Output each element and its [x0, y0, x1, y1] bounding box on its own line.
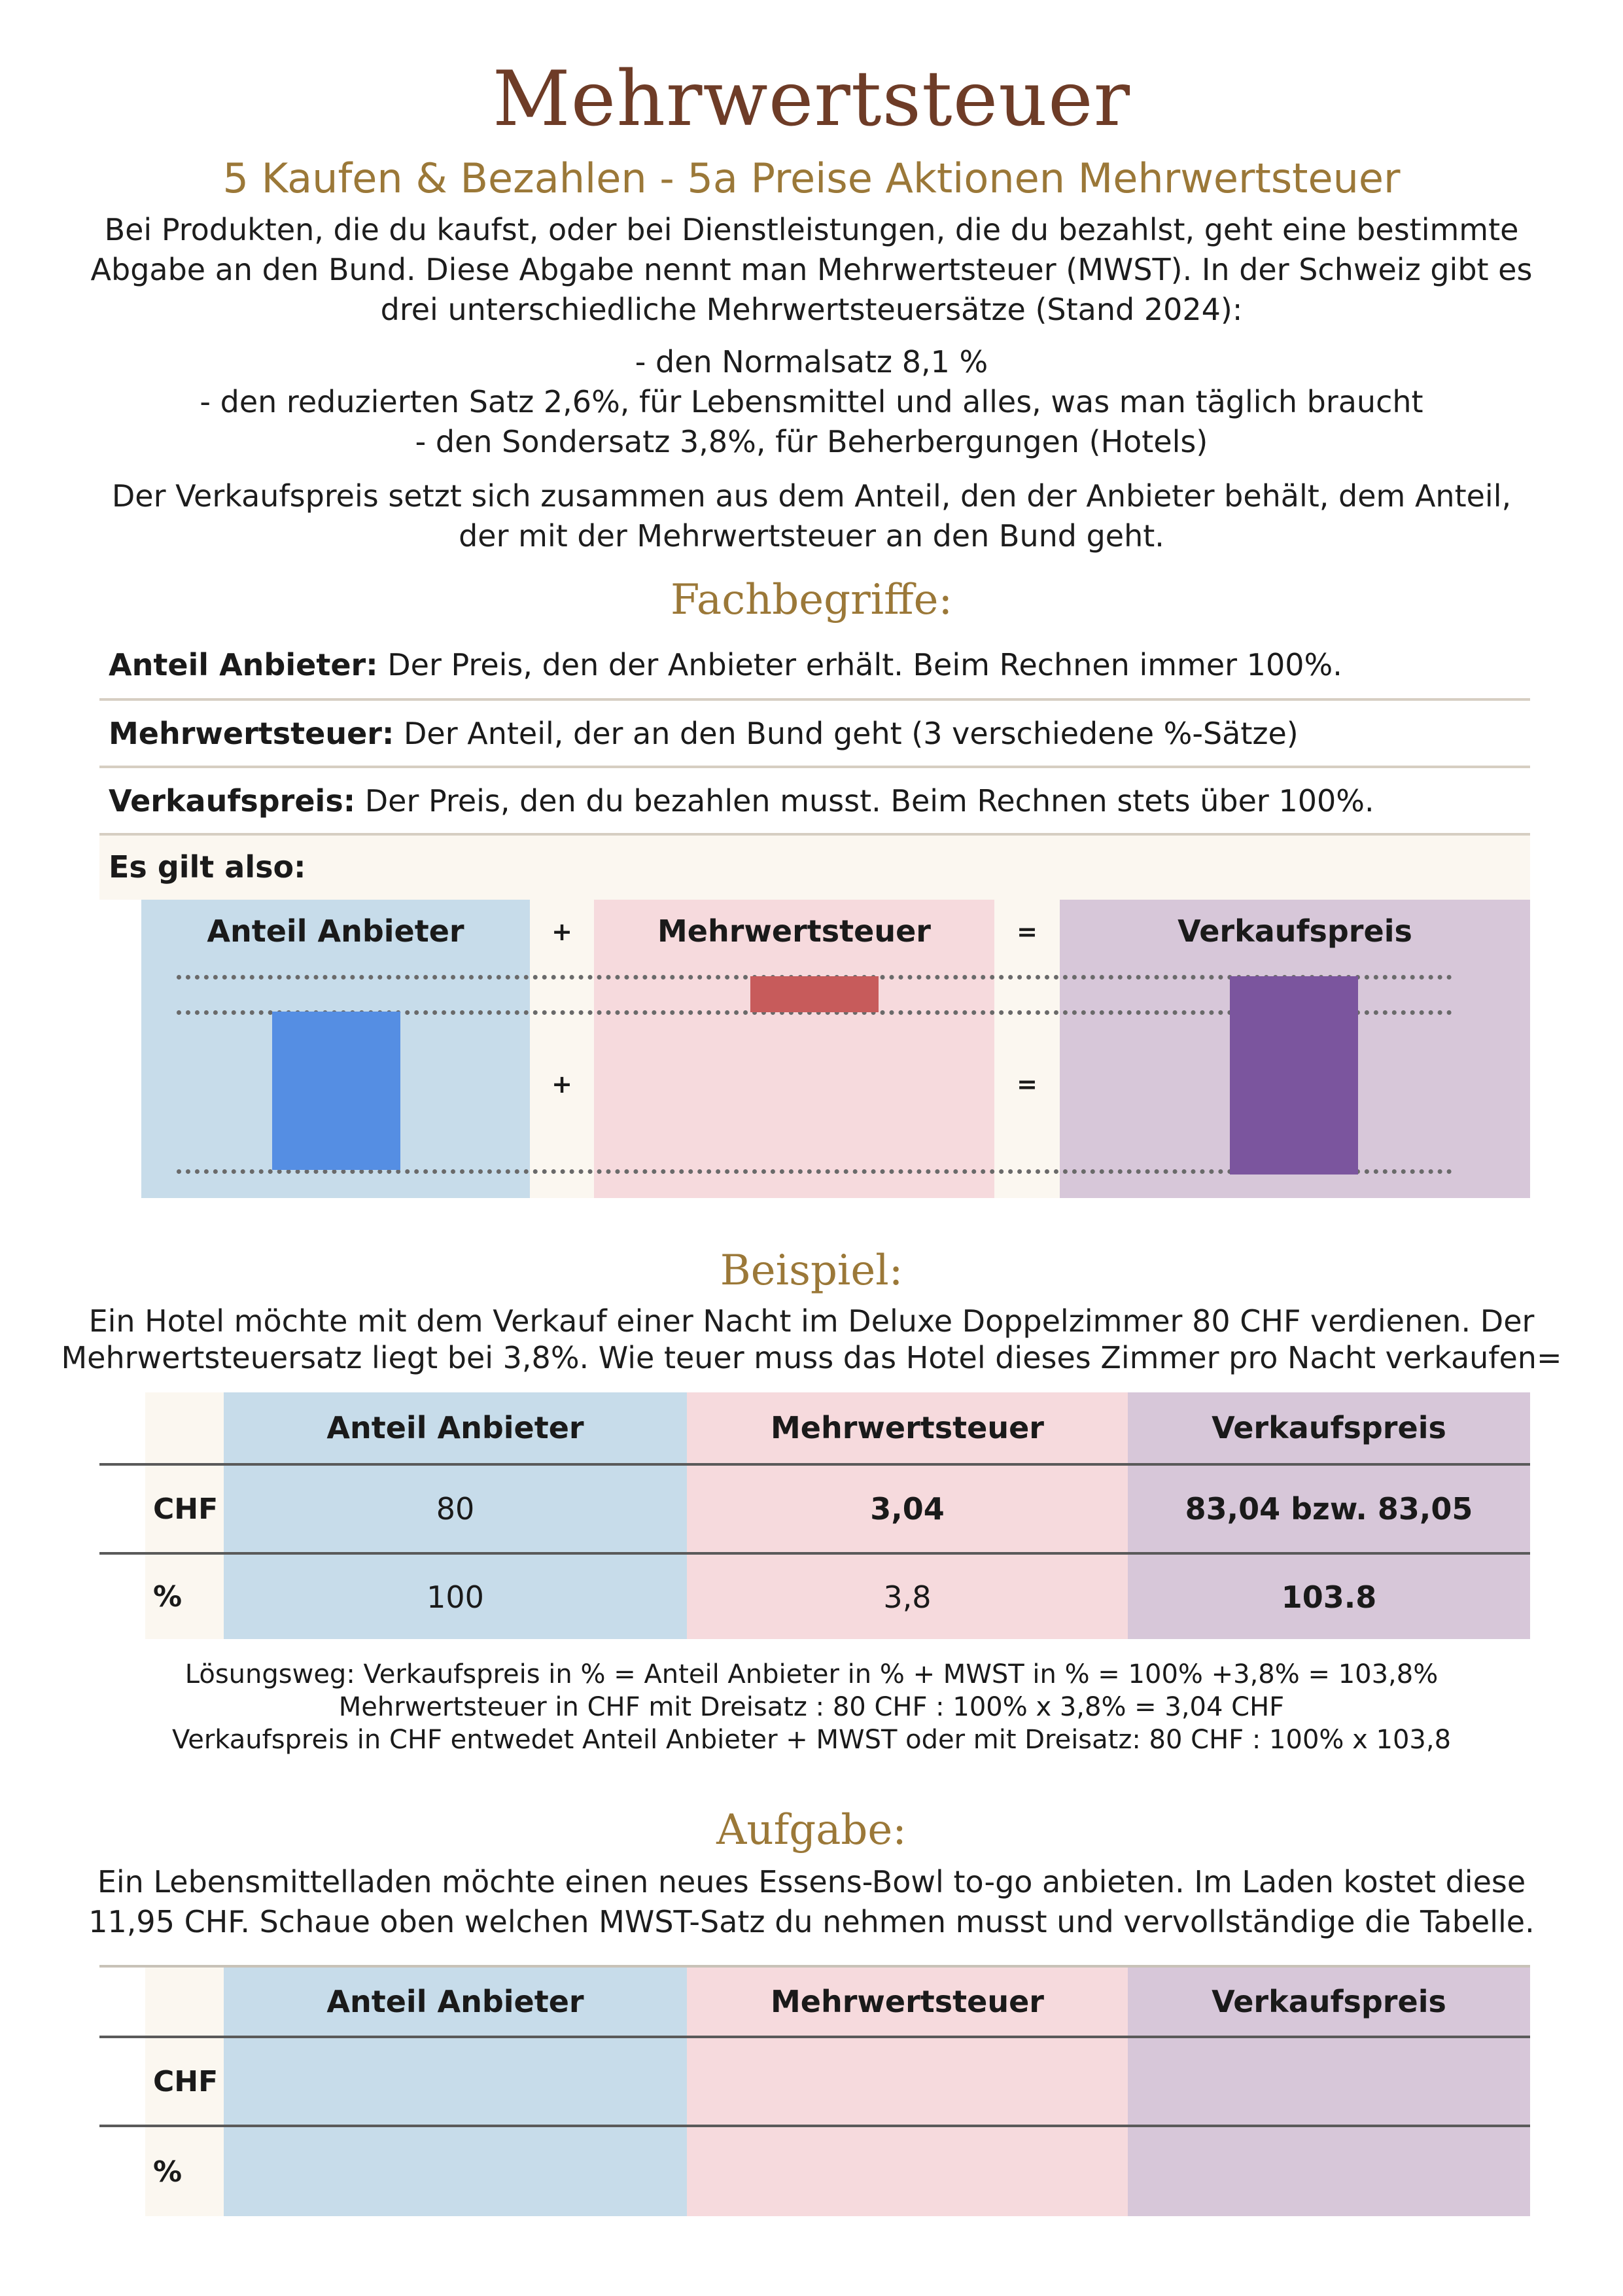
task-cell-anbieter-percent[interactable] — [224, 2127, 687, 2216]
aufgabe-line: 11,95 CHF. Schaue oben welchen MWST-Satz du nehmen musst und vervollständige die Tabelle. — [88, 1904, 1535, 1939]
aufgabe-heading: Aufgabe: — [716, 1806, 907, 1854]
term-label: Mehrwertsteuer: — [109, 716, 394, 751]
solution-line: Verkaufspreis in CHF entwedet Anteil Anbieter + MWST oder mit Dreisatz: 80 CHF : 100% x 103,8 — [171, 1725, 1452, 1755]
bar-anteil-anbieter — [272, 1012, 400, 1170]
composition-paragraph — [0, 476, 1623, 556]
term-label: Anteil Anbieter: — [109, 647, 378, 682]
task-cell-anbieter-chf[interactable] — [224, 2038, 687, 2125]
solution-line: Lösungsweg: Verkaufspreis in % = Anteil Anbieter in % + MWST in % = 100% +3,8% = 103,8% — [184, 1659, 1439, 1689]
task-table-header-verkauf: Verkaufspreis — [1212, 1984, 1446, 2019]
intro-line: drei unterschiedliche Mehrwertsteuersätze (Stand 2024): — [380, 292, 1243, 327]
rates-list — [0, 342, 1623, 462]
beispiel-text — [0, 1303, 1623, 1376]
diagram-plus-bottom: + — [551, 1070, 572, 1099]
aufgabe-line: Ein Lebensmittelladen möchte einen neues Essens-Bowl to-go anbieten. Im Laden kostet diese — [97, 1864, 1526, 1899]
solution-text — [0, 1658, 1623, 1756]
diagram-equals-top: = — [1017, 917, 1038, 946]
diagram-equals-bottom: = — [1017, 1070, 1038, 1099]
rate-item: - den Normalsatz 8,1 % — [635, 344, 988, 380]
task-table-header-anbieter: Anteil Anbieter — [326, 1984, 584, 2019]
term-definition: Der Preis, den der Anbieter erhält. Beim Rechnen immer 100%. — [377, 647, 1342, 682]
fachbegriffe-heading: Fachbegriffe: — [670, 576, 953, 624]
es-gilt-label: Es gilt also: — [109, 849, 306, 885]
page-title: Mehrwertsteuer — [492, 55, 1131, 143]
composition-line: Der Verkaufspreis setzt sich zusammen aus dem Anteil, den der Anbieter behält, dem Anteil, — [111, 478, 1512, 514]
table-cell-verkauf-percent: 103.8 — [1281, 1579, 1377, 1615]
beispiel-line: Ein Hotel möchte mit dem Verkauf einer Nacht im Deluxe Doppelzimmer 80 CHF verdienen. Der — [88, 1303, 1535, 1339]
page-subtitle: 5 Kaufen & Bezahlen - 5a Preise Aktionen Mehrwertsteuer — [222, 154, 1401, 202]
table-cell-mwst-percent: 3,8 — [883, 1579, 932, 1615]
table-row-label-chf: CHF — [153, 1492, 218, 1526]
diagram-plus-top: + — [551, 917, 572, 946]
table-header-mwst: Mehrwertsteuer — [771, 1410, 1044, 1445]
term-row-verkauf — [99, 768, 1530, 835]
intro-line: Abgabe an den Bund. Diese Abgabe nennt man Mehrwertsteuer (MWST). In der Schweiz gibt es — [90, 252, 1533, 287]
beispiel-heading: Beispiel: — [720, 1246, 903, 1295]
bar-verkaufspreis — [1230, 976, 1358, 1174]
diagram-label-mwst: Mehrwertsteuer — [657, 913, 931, 949]
task-cell-mwst-chf[interactable] — [687, 2038, 1128, 2125]
es-gilt-row — [99, 836, 1530, 900]
term-label: Verkaufspreis: — [109, 783, 356, 819]
rate-item: - den reduzierten Satz 2,6%, für Lebensmittel und alles, was man täglich braucht — [200, 384, 1423, 419]
task-cell-verkauf-chf[interactable] — [1128, 2038, 1530, 2125]
diagram-label-verkauf: Verkaufspreis — [1178, 913, 1412, 949]
task-cell-verkauf-percent[interactable] — [1128, 2127, 1530, 2216]
intro-paragraph — [0, 210, 1623, 330]
table-row-label-percent: % — [153, 1580, 183, 1614]
table-cell-verkauf-chf: 83,04 bzw. 83,05 — [1185, 1491, 1473, 1527]
composition-line: der mit der Mehrwertsteuer an den Bund geht. — [459, 518, 1164, 554]
beispiel-line: Mehrwertsteuersatz liegt bei 3,8%. Wie teuer muss das Hotel dieses Zimmer pro Nacht verkaufen= — [61, 1340, 1562, 1375]
table-cell-mwst-chf: 3,04 — [870, 1491, 945, 1527]
term-definition: Der Anteil, der an den Bund geht (3 verschiedene %-Sätze) — [394, 716, 1299, 751]
term-row-anteil — [99, 632, 1530, 699]
table-cell-anbieter-chf: 80 — [436, 1491, 475, 1527]
diagram-label-anbieter: Anteil Anbieter — [207, 913, 464, 949]
table-header-anbieter: Anteil Anbieter — [326, 1410, 584, 1445]
intro-line: Bei Produkten, die du kaufst, oder bei Dienstleistungen, die du bezahlst, geht eine bestimmte — [104, 212, 1519, 247]
bar-mehrwertsteuer — [750, 976, 879, 1012]
task-cell-mwst-percent[interactable] — [687, 2127, 1128, 2216]
table-header-verkauf: Verkaufspreis — [1212, 1410, 1446, 1445]
task-table-header-mwst: Mehrwertsteuer — [771, 1984, 1044, 2019]
table-cell-anbieter-percent: 100 — [427, 1579, 484, 1615]
rate-item: - den Sondersatz 3,8%, für Beherbergungen (Hotels) — [415, 424, 1208, 459]
term-definition: Der Preis, den du bezahlen musst. Beim Rechnen stets über 100%. — [355, 783, 1374, 819]
aufgabe-text — [0, 1862, 1623, 1942]
term-row-mwst — [99, 701, 1530, 768]
task-table-row-label-chf: CHF — [153, 2064, 218, 2098]
task-table-row-label-percent: % — [153, 2155, 183, 2189]
solution-line: Mehrwertsteuer in CHF mit Dreisatz : 80 CHF : 100% x 3,8% = 3,04 CHF — [338, 1692, 1285, 1722]
